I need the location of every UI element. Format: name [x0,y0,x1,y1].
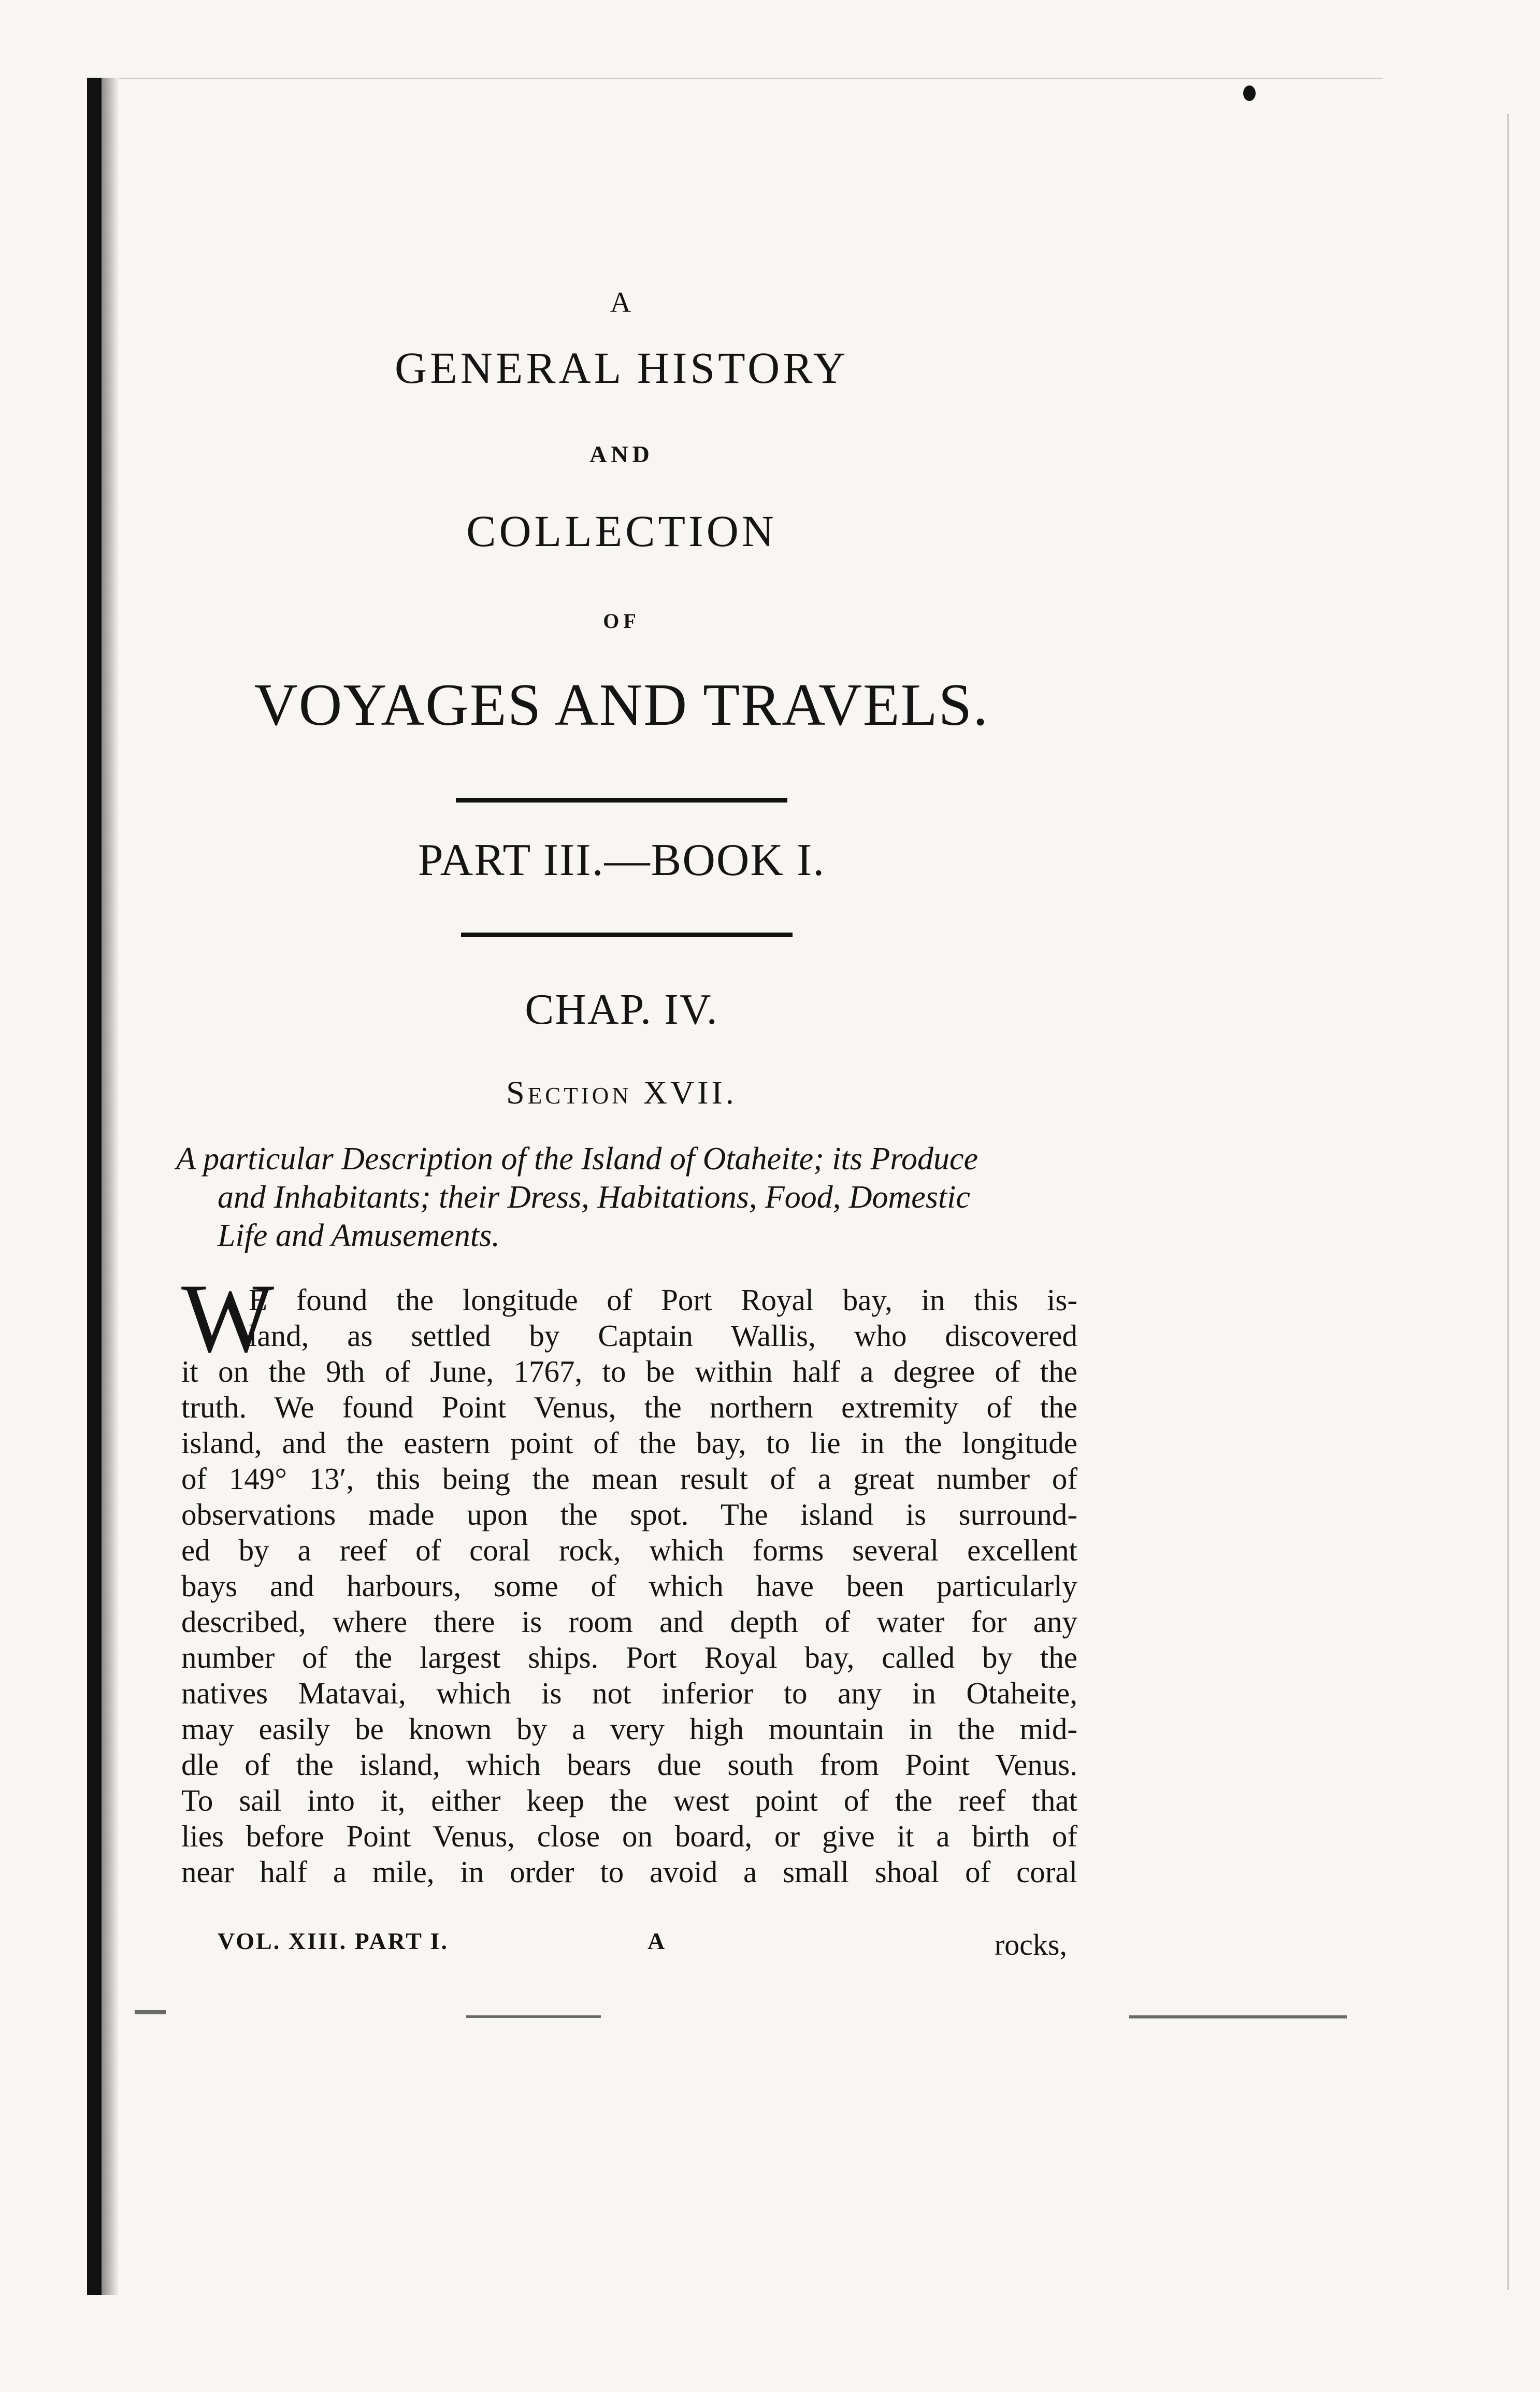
catchword: rocks, [994,1928,1067,1961]
chapter-heading: CHAP. IV. [525,985,718,1034]
ink-smudge [1129,2015,1347,2018]
caption-line: and Inhabitants; their Dress, Habitations, Food, Domestic [218,1180,970,1215]
title-voyages-and-travels: VOYAGES AND TRAVELS. [254,672,989,738]
body-line: it on the 9th of June, 1767, to be within half a degree of the [181,1354,1077,1388]
caption-line: A particular Description of the Island of Otaheite; its Produce [176,1141,978,1177]
body-line: island, and the eastern point of the bay, to lie in the longitude [181,1426,1077,1460]
volume-line: VOL. XIII. PART I. [218,1928,449,1954]
binding-shadow [102,78,119,2295]
title-general-history: GENERAL HISTORY [395,343,848,393]
body-line: observations made upon the spot. The island is surround- [181,1497,1077,1531]
body-line: To sail into it, either keep the west point of the reef that [181,1783,1077,1817]
body-line: lies before Point Venus, close on board, or give it a birth of [181,1819,1077,1853]
part-heading: PART III.—BOOK I. [418,835,826,885]
body-line: natives Matavai, which is not inferior to any in Otaheite, [181,1676,1077,1710]
body-line: may easily be known by a very high mountain in the mid- [181,1712,1077,1746]
body-paragraph [181,1264,1077,1890]
page-top-edge [119,78,1383,79]
body-line: bays and harbours, some of which have been particularly [181,1569,1077,1603]
section-caption [176,1140,1109,1255]
drop-cap: W [181,1264,275,1373]
caption-line: Life and Amusements. [218,1218,500,1253]
ink-smudge [466,2015,601,2018]
body-line: of 149° 13′, this being the mean result of a great number of [181,1462,1077,1496]
title-collection: COLLECTION [466,506,777,556]
body-line: land, as settled by Captain Wallis, who discovered [249,1319,1077,1353]
body-line: dle of the island, which bears due south from Point Venus. [181,1748,1077,1782]
body-line: near half a mile, in order to avoid a small shoal of coral [181,1855,1077,1889]
book-binding-edge [87,78,102,2295]
body-line: truth. We found Point Venus, the northern extremity of the [181,1390,1077,1424]
title-rule-top [456,798,787,803]
section-heading: Section XVII. [506,1074,737,1111]
title-and: AND [589,441,654,467]
body-line: ed by a reef of coral rock, which forms several excellent [181,1533,1077,1567]
body-line: described, where there is room and depth of water for any [181,1605,1077,1639]
ink-spot [1243,85,1256,101]
ink-smudge [135,2010,166,2014]
page-right-edge [1507,114,1509,2290]
title-rule-bottom [461,933,793,937]
title-of: OF [603,609,640,633]
signature-mark: A [647,1928,667,1954]
body-line: E found the longitude of Port Royal bay, in this is- [249,1283,1077,1317]
title-article: A [610,287,634,319]
body-line: number of the largest ships. Port Royal bay, called by the [181,1640,1077,1674]
